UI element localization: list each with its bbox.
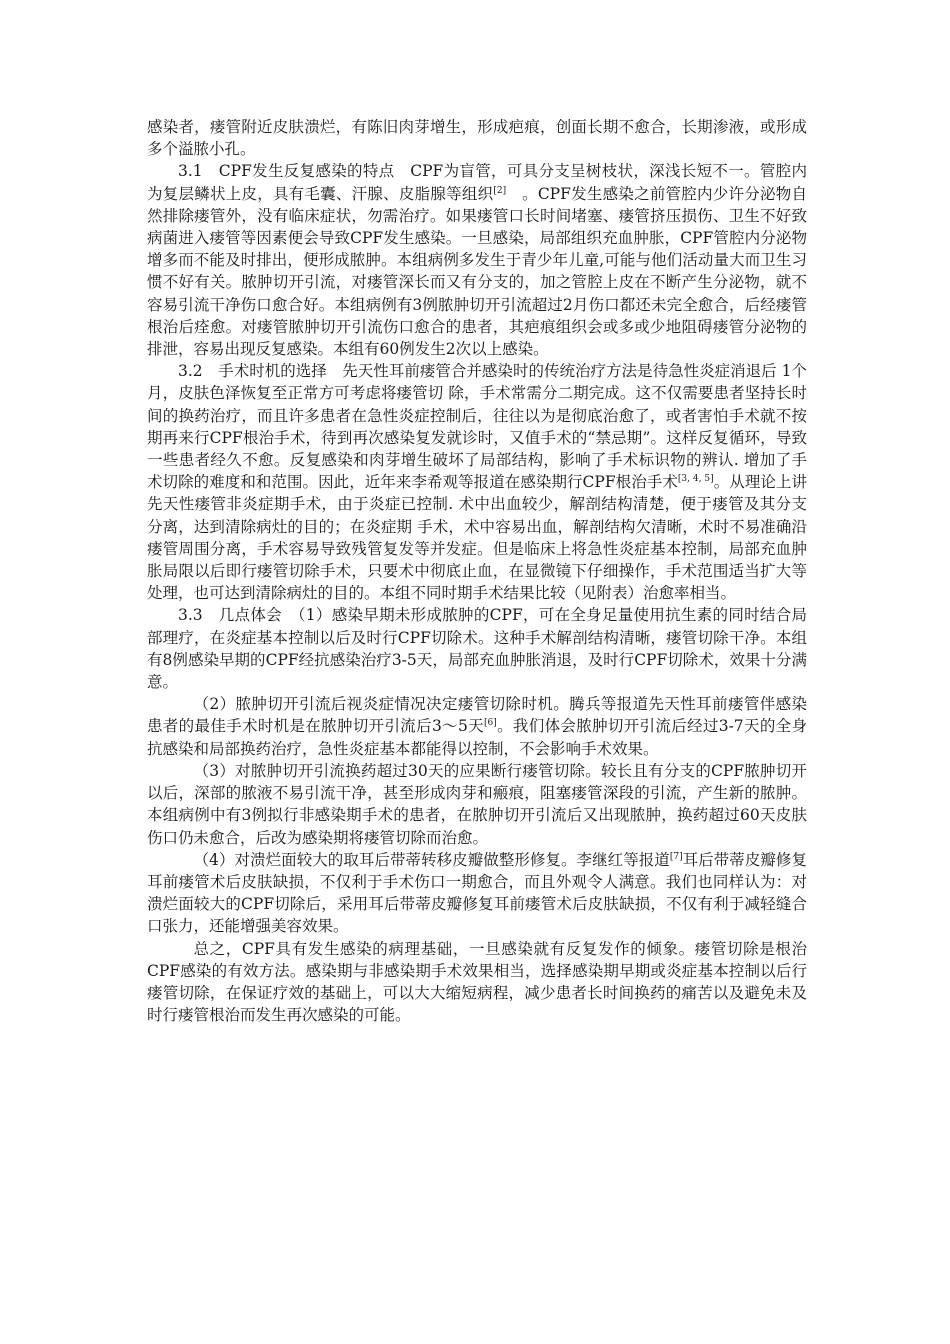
paragraph bbox=[147, 160, 807, 360]
paragraph bbox=[147, 938, 807, 1027]
paragraph bbox=[147, 116, 807, 160]
paragraph-text: 总之，CPF具有发生感染的病理基础，一旦感染就有反复发作的倾象。瘘管切除是根治CPF感染的有效方法。感染期与非感染期手术效果相当，选择感染期早期或炎症基本控制以后行瘘管切除，在保证疗效的基础上，可以大大缩短病程，减少患者长时间换药的痛苦以及避免未及时行瘘管根治而发生再次感染的可能。 bbox=[147, 939, 807, 1025]
paragraph-text: 。我们体会脓肿切开引流后经过3-7天的全身抗感染和局部换药治疗，急性炎症基本都能得以控制，不会影响手术效果。 bbox=[147, 717, 807, 758]
paragraph bbox=[147, 760, 807, 849]
paragraph bbox=[147, 360, 807, 604]
paragraph-text: （2）脓肿切开引流后视炎症情况决定瘘管切除时机。腾兵等报道先天性耳前瘘管伴感染患者的最佳手术时机是在脓肿切开引流后3～5天 bbox=[147, 695, 807, 736]
paragraph-text: 耳后带蒂皮瓣修复耳前瘘管术后皮肤缺损，不仅利于手术伤口一期愈合，而且外观令人满意。我们也同样认为：对溃烂面较大的CPF切除后，采用耳后带蒂皮瓣修复耳前瘘管术后皮肤缺损，不仅有利于减轻缝合口张力，还能增强美容效果。 bbox=[147, 850, 807, 936]
paragraph bbox=[147, 604, 807, 693]
paragraph-text: 3.2 手术时机的选择 先天性耳前瘘管合并感染时的传统治疗方法是待急性炎症消退后 1个月，皮肤色泽恢复至正常方可考虑将瘘管切 除，手术常需分二期完成。这不仅需要患者坚持长时间的换药治疗，而且许多患者在急性炎症控制后，往往以为是彻底治愈了，或者害怕手术就不按期再来行CPF根治手术，待到再次感染复发就诊时，又值手术的“禁忌期”。这样反复循环，导致一些患者经久不愈。反复感染和肉芽增生破坏了局部结构，影响了手术标识物的辨认. 增加了手术切除的难度和和范围。因此，近年来李希观等报道在感染期行CPF根治手术 bbox=[147, 362, 807, 492]
paragraph bbox=[147, 849, 807, 938]
paragraph-text: （3）对脓肿切开引流换药超过30天的应果断行瘘管切除。较长且有分支的CPF脓肿切开以后，深部的脓液不易引流干净，甚至形成肉芽和瘢痕，阻塞瘘管深段的引流，产生新的脓肿。本组病例中有3例拟行非感染期手术的患者，在脓肿切开引流后又出现脓肿，换药超过60天皮肤伤口仍未愈合，后改为感染期将瘘管切除而治愈。 bbox=[147, 761, 807, 847]
paragraph-text: 感染者，瘘管附近皮肤溃烂，有陈旧肉芽增生，形成疤痕，创面长期不愈合，长期渗液，或形成多个溢脓小孔。 bbox=[147, 118, 807, 159]
paragraph-text: 3.3 几点体会 （1）感染早期未形成脓肿的CPF，可在全身足量使用抗生素的同时结合局部理疗，在炎症基本控制以后及时行CPF切除术。这种手术解剖结构清晰，瘘管切除干净。本组有8例感染早期的CPF经抗感染治疗3-5天，局部充血肿胀消退，及时行CPF切除术，效果十分满意。 bbox=[147, 606, 807, 692]
citation-ref: [2] bbox=[493, 185, 507, 196]
body-text bbox=[147, 116, 807, 1026]
paragraph-text: （4）对溃烂面较大的取耳后带蒂转移皮瓣做整形修复。李继红等报道 bbox=[193, 850, 670, 869]
citation-ref: [6] bbox=[484, 718, 497, 729]
paragraph bbox=[147, 693, 807, 760]
paragraph-text: 3.1 CPF发生反复感染的特点 CPF为盲管，可具分支呈树枝状，深浅长短不一。管腔内为复层鳞状上皮，具有毛囊、汗腺、皮脂腺等组织 bbox=[147, 162, 807, 203]
paragraph-text: 。CPF发生感染之前管腔内少许分泌物自然排除瘘管外，没有临床症状，勿需治疗。如果瘘管口长时间堵塞、瘘管挤压损伤、卫生不好致病菌进入瘘管等因素便会导致CPF发生感染。一旦感染，局部组织充血肿胀，CPF管腔内分泌物增多而不能及时排出，便形成脓肿。本组病例多发生于青少年儿童,可能与他们活动量大而卫生习惯不好有关。脓肿切开引流，对瘘管深长而又有分支的，加之管腔上皮在不断产生分泌物，就不容易引流干净伤口愈合好。本组病例有3例脓肿切开引流超过2月伤口都还未完全愈合，后经瘘管根治后痊愈。对瘘管脓肿切开引流伤口愈合的患者，其疤痕组织会或多或少地阻碍瘘管分泌物的排泄，容易出现反复感染。本组有60例发生2次以上感染。 bbox=[147, 184, 807, 359]
citation-ref: [7] bbox=[669, 851, 683, 862]
citation-ref: [3, 4, 5] bbox=[677, 474, 714, 485]
paragraph-text: 。从理论上讲先天性瘘管非炎症期手术，由于炎症已控制. 术中出血较少，解剖结构清楚，便于瘘管及其分支分离，达到清除病灶的目的；在炎症期 手术，术中容易出血，解剖结构欠清晰，术时不易准确沿瘘管周围分离，手术容易导致残管复发等并发症。但是临床上将急性炎症基本控制，局部充血肿胀局限以后即行瘘管切除手术，只要术中彻底止血，在显微镜下仔细操作，手术范围适当扩大等处理，也可达到清除病灶的目的。本组不同时期手术结果比较（见附表）治愈率相当。 bbox=[147, 473, 807, 603]
